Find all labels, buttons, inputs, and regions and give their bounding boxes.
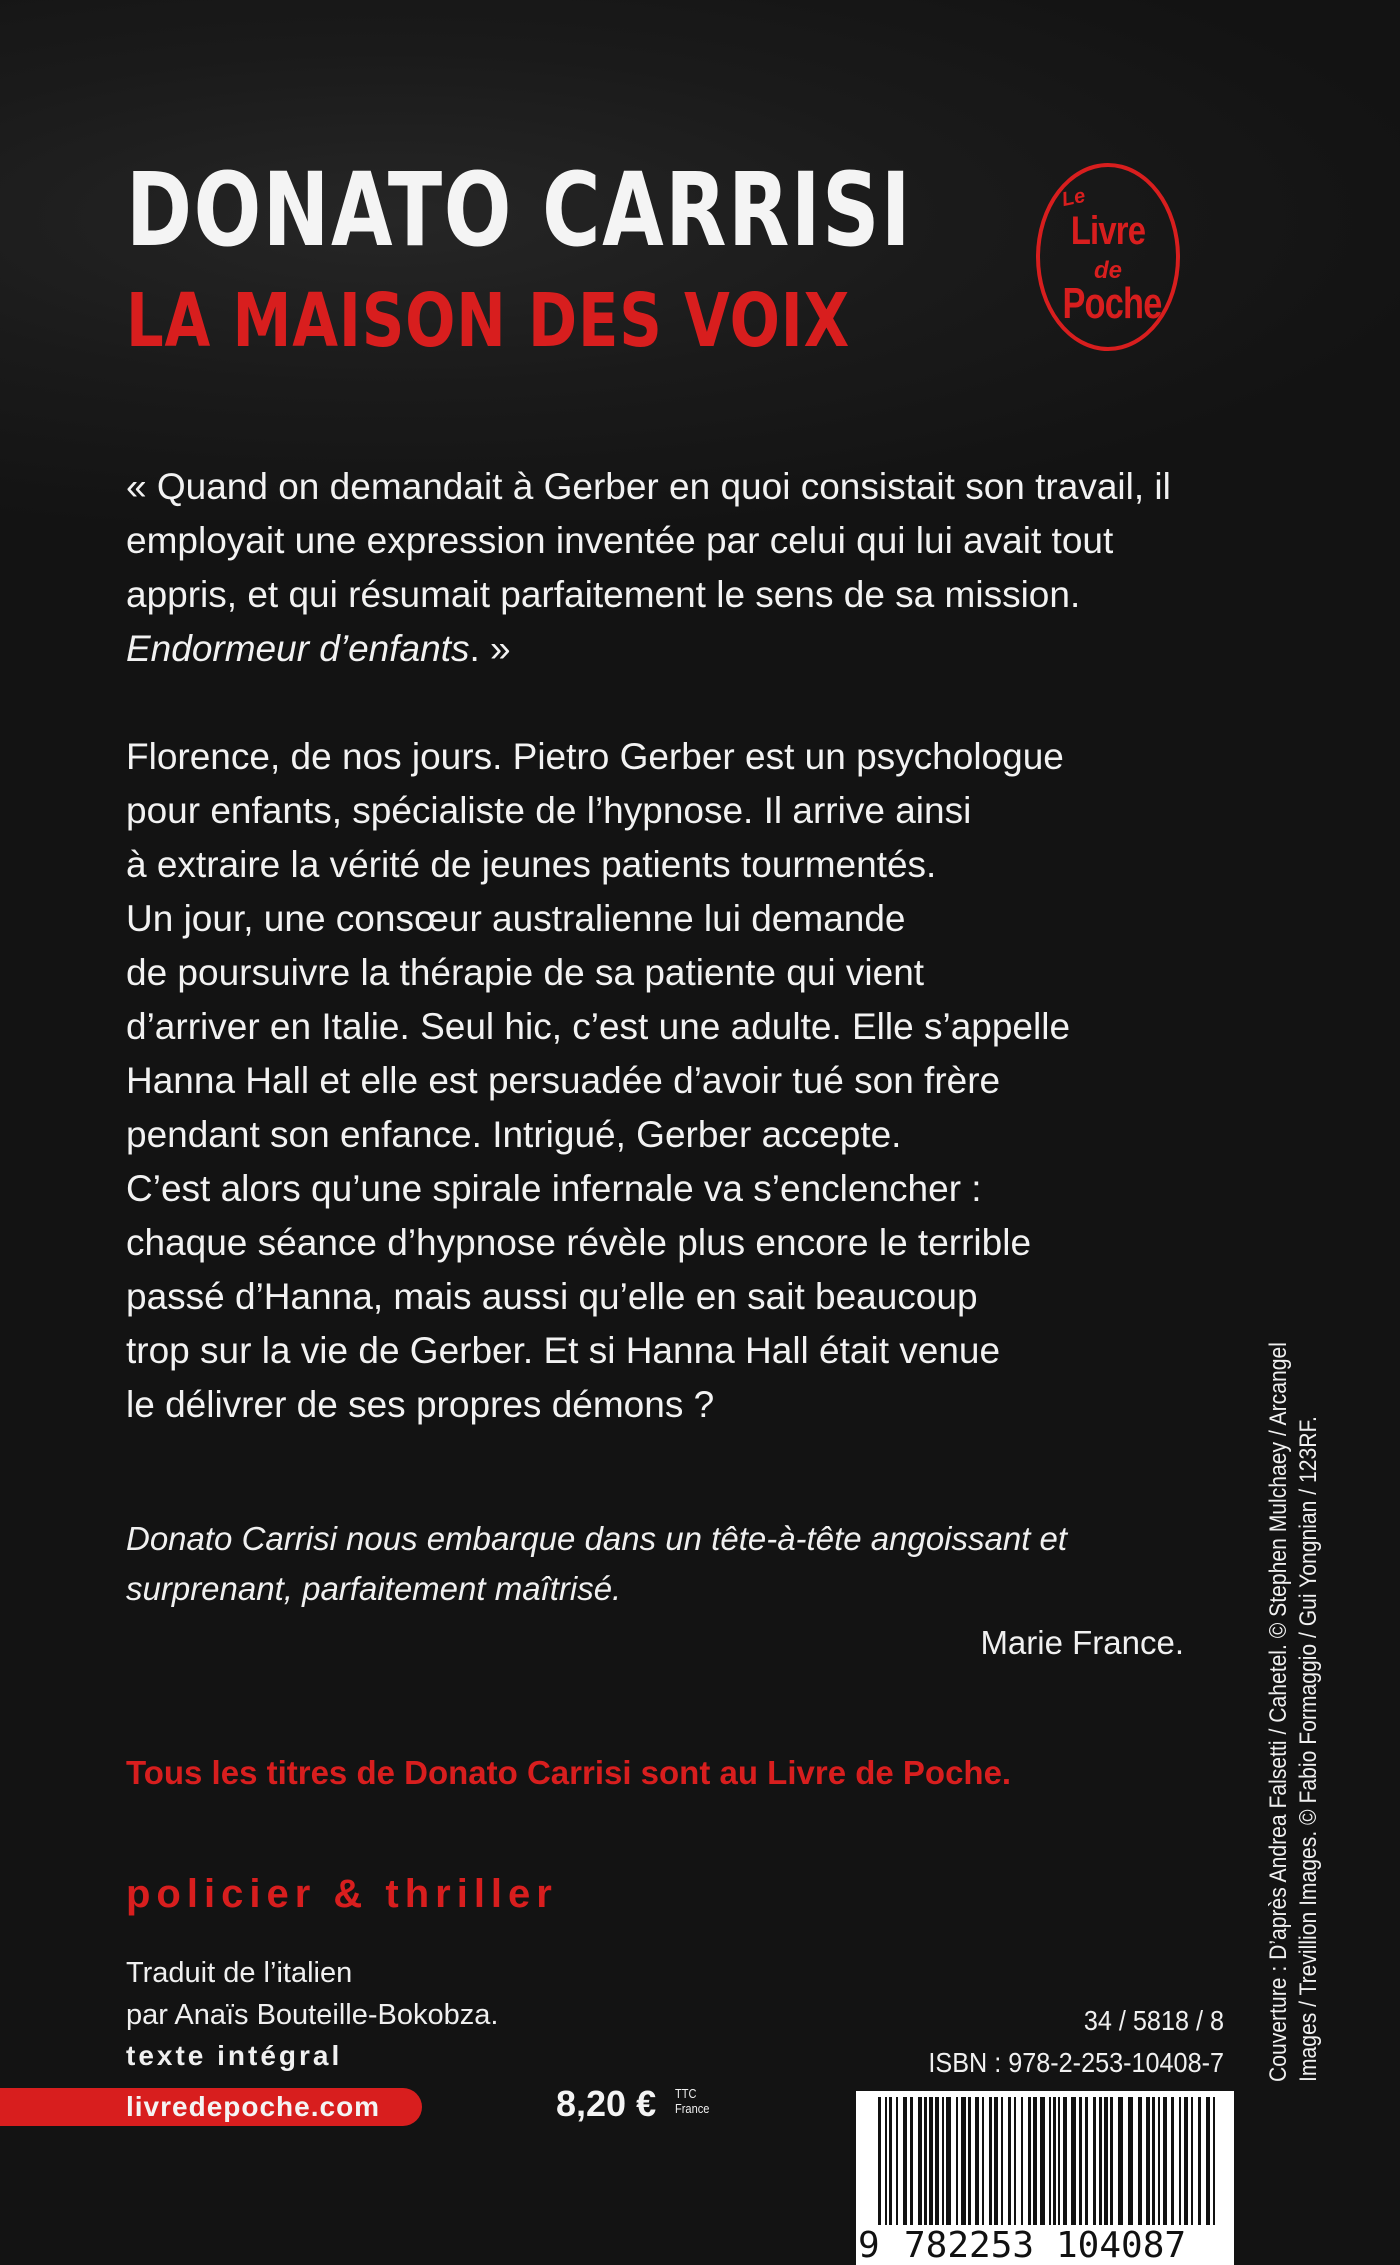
barcode-bar (1158, 2097, 1160, 2225)
book-title: LA MAISON DES VOIX (126, 278, 851, 364)
logo-line-3: de (1093, 257, 1122, 284)
logo-line-2: Livre (1070, 209, 1146, 253)
barcode-bar (1152, 2097, 1155, 2225)
barcode-bar (961, 2097, 966, 2225)
barcode-bar (1198, 2097, 1201, 2225)
barcode-graphic (856, 2091, 1234, 2265)
barcode-bar (1171, 2097, 1174, 2225)
publisher-logo (1036, 163, 1180, 351)
barcode-bar (1008, 2097, 1011, 2225)
quote-emphasis: Endormeur d’enfants (126, 628, 470, 669)
barcode-bar (1179, 2097, 1181, 2225)
barcode-digits: 9 (858, 2225, 880, 2265)
reference-codes (896, 2000, 1224, 2084)
translator-credit (126, 1952, 498, 2036)
barcode-bar (910, 2097, 913, 2225)
barcode-bar (1093, 2097, 1096, 2225)
barcode-bar (1146, 2097, 1150, 2225)
barcode-bar (1033, 2097, 1037, 2225)
synopsis-line: trop sur la vie de Gerber. Et si Hanna Hall était venue (126, 1330, 1001, 1371)
barcode-bar (942, 2097, 944, 2225)
barcode-bar (1118, 2097, 1123, 2225)
barcode-bar (1040, 2097, 1045, 2225)
quote-close: . » (469, 628, 511, 669)
barcode-bar (924, 2097, 927, 2225)
barcode-bar (994, 2097, 998, 2225)
translator-line-1: Traduit de l’italien (126, 1957, 353, 1989)
synopsis (126, 730, 1186, 1432)
synopsis-line: à extraire la vérité de jeunes patients tourmentés. (126, 844, 937, 885)
barcode-bar (929, 2097, 933, 2225)
barcode-bar (1001, 2097, 1003, 2225)
price-note-ttc: TTC (675, 2086, 697, 2101)
synopsis-line: passé d’Hanna, mais aussi qu’elle en sait beaucoup (126, 1276, 978, 1317)
barcode-bar (1206, 2097, 1210, 2225)
synopsis-line: C’est alors qu’une spirale infernale va s’enclencher : (126, 1168, 982, 1209)
barcode-bar (1213, 2097, 1215, 2225)
author-name: DONATO CARRISI (126, 151, 913, 270)
barcode-bar (989, 2097, 992, 2225)
barcode-bar (1138, 2097, 1142, 2225)
barcode-bar (889, 2097, 892, 2225)
review-source: Marie France. (980, 1624, 1184, 1661)
price-note-country: France (675, 2101, 710, 2116)
cover-credits-text (1264, 1232, 1324, 2082)
synopsis-line: chaque séance d’hypnose révèle plus encore le terrible (126, 1222, 1032, 1263)
synopsis-line: pendant son enfance. Intrigué, Gerber accepte. (126, 1114, 902, 1155)
barcode-digits: 782253 (904, 2225, 1035, 2265)
barcode-bar (896, 2097, 898, 2225)
credits-line-1: Couverture : D’après Andrea Falsetti / Cahetel. © Stephen Mulchaey / Arcangel (1265, 1342, 1292, 2082)
website-link[interactable]: livredepoche.com (126, 2091, 381, 2122)
credits-line-2: Images / Trevillion Images. © Fabio Formaggio / Gui Yongnian / 123RF. (1295, 1416, 1322, 2082)
barcode-bar (1063, 2097, 1067, 2225)
synopsis-line: de poursuivre la thérapie de sa patiente qui vient (126, 952, 925, 993)
barcode-bar (982, 2097, 984, 2225)
translator-line-2: par Anaïs Bouteille-Bokobza. (126, 1999, 499, 2031)
promo-line: Tous les titres de Donato Carrisi sont au Livre de Poche. (126, 1754, 1012, 1791)
barcode-bar (903, 2097, 907, 2225)
barcode-bar (1128, 2097, 1133, 2225)
barcode-bar (1053, 2097, 1056, 2225)
barcode (856, 2091, 1234, 2265)
barcode-bar (1110, 2097, 1113, 2225)
synopsis-line: le délivrer de ses propres démons ? (126, 1384, 715, 1425)
barcode-bar (1028, 2097, 1031, 2225)
reference-number: 34 / 5818 / 8 (1083, 2005, 1224, 2036)
excerpt-quote (126, 460, 1186, 676)
price-note (675, 2086, 709, 2116)
barcode-bar (885, 2097, 887, 2225)
synopsis-line: pour enfants, spécialiste de l’hypnose. Il arrive ainsi (126, 790, 972, 831)
isbn: ISBN : 978-2-253-10408-7 (928, 2047, 1224, 2078)
barcode-bar (918, 2097, 922, 2225)
barcode-bar (956, 2097, 958, 2225)
barcode-bar (946, 2097, 951, 2225)
cover-credits (1264, 1232, 1324, 2082)
logo-line-4: Poche (1062, 279, 1162, 328)
barcode-bar (935, 2097, 939, 2225)
genre-label: policier & thriller (126, 1872, 558, 1916)
barcode-bar (1085, 2097, 1088, 2225)
barcode-bar (878, 2097, 881, 2225)
synopsis-line: d’arriver en Italie. Seul hic, c’est une adulte. Elle s’appelle (126, 1006, 1071, 1047)
barcode-bar (1184, 2097, 1188, 2225)
barcode-bar (1099, 2097, 1102, 2225)
barcode-bar (1049, 2097, 1051, 2225)
barcode-bar (1058, 2097, 1060, 2225)
barcode-bar (1021, 2097, 1023, 2225)
price: 8,20 € (556, 2083, 657, 2124)
barcode-bar (1163, 2097, 1167, 2225)
synopsis-line: Hanna Hall et elle est persuadée d’avoir tué son frère (126, 1060, 1001, 1101)
quote-text: « Quand on demandait à Gerber en quoi consistait son travail, il employait une expression inventée par celui qui lui avait tout appris, et qui résumait parfaitement le sens de sa mission. (126, 466, 1171, 615)
barcode-digits: 104087 (1056, 2225, 1187, 2265)
barcode-bar (1071, 2097, 1076, 2225)
barcode-bar (1104, 2097, 1108, 2225)
barcode-bar (1079, 2097, 1082, 2225)
barcode-bar (968, 2097, 971, 2225)
barcode-bar (1014, 2097, 1016, 2225)
barcode-bar (975, 2097, 979, 2225)
barcode-bar (1191, 2097, 1193, 2225)
integral-text-label: texte intégral (126, 2040, 343, 2071)
synopsis-line: Un jour, une consœur australienne lui demande (126, 898, 906, 939)
logo-line-1: Le (1059, 184, 1088, 212)
press-review: Donato Carrisi nous embarque dans un tête-à-tête angoissant et surprenant, parfaitement maîtrisé. (126, 1520, 1068, 1607)
synopsis-line: Florence, de nos jours. Pietro Gerber est un psychologue (126, 736, 1064, 777)
